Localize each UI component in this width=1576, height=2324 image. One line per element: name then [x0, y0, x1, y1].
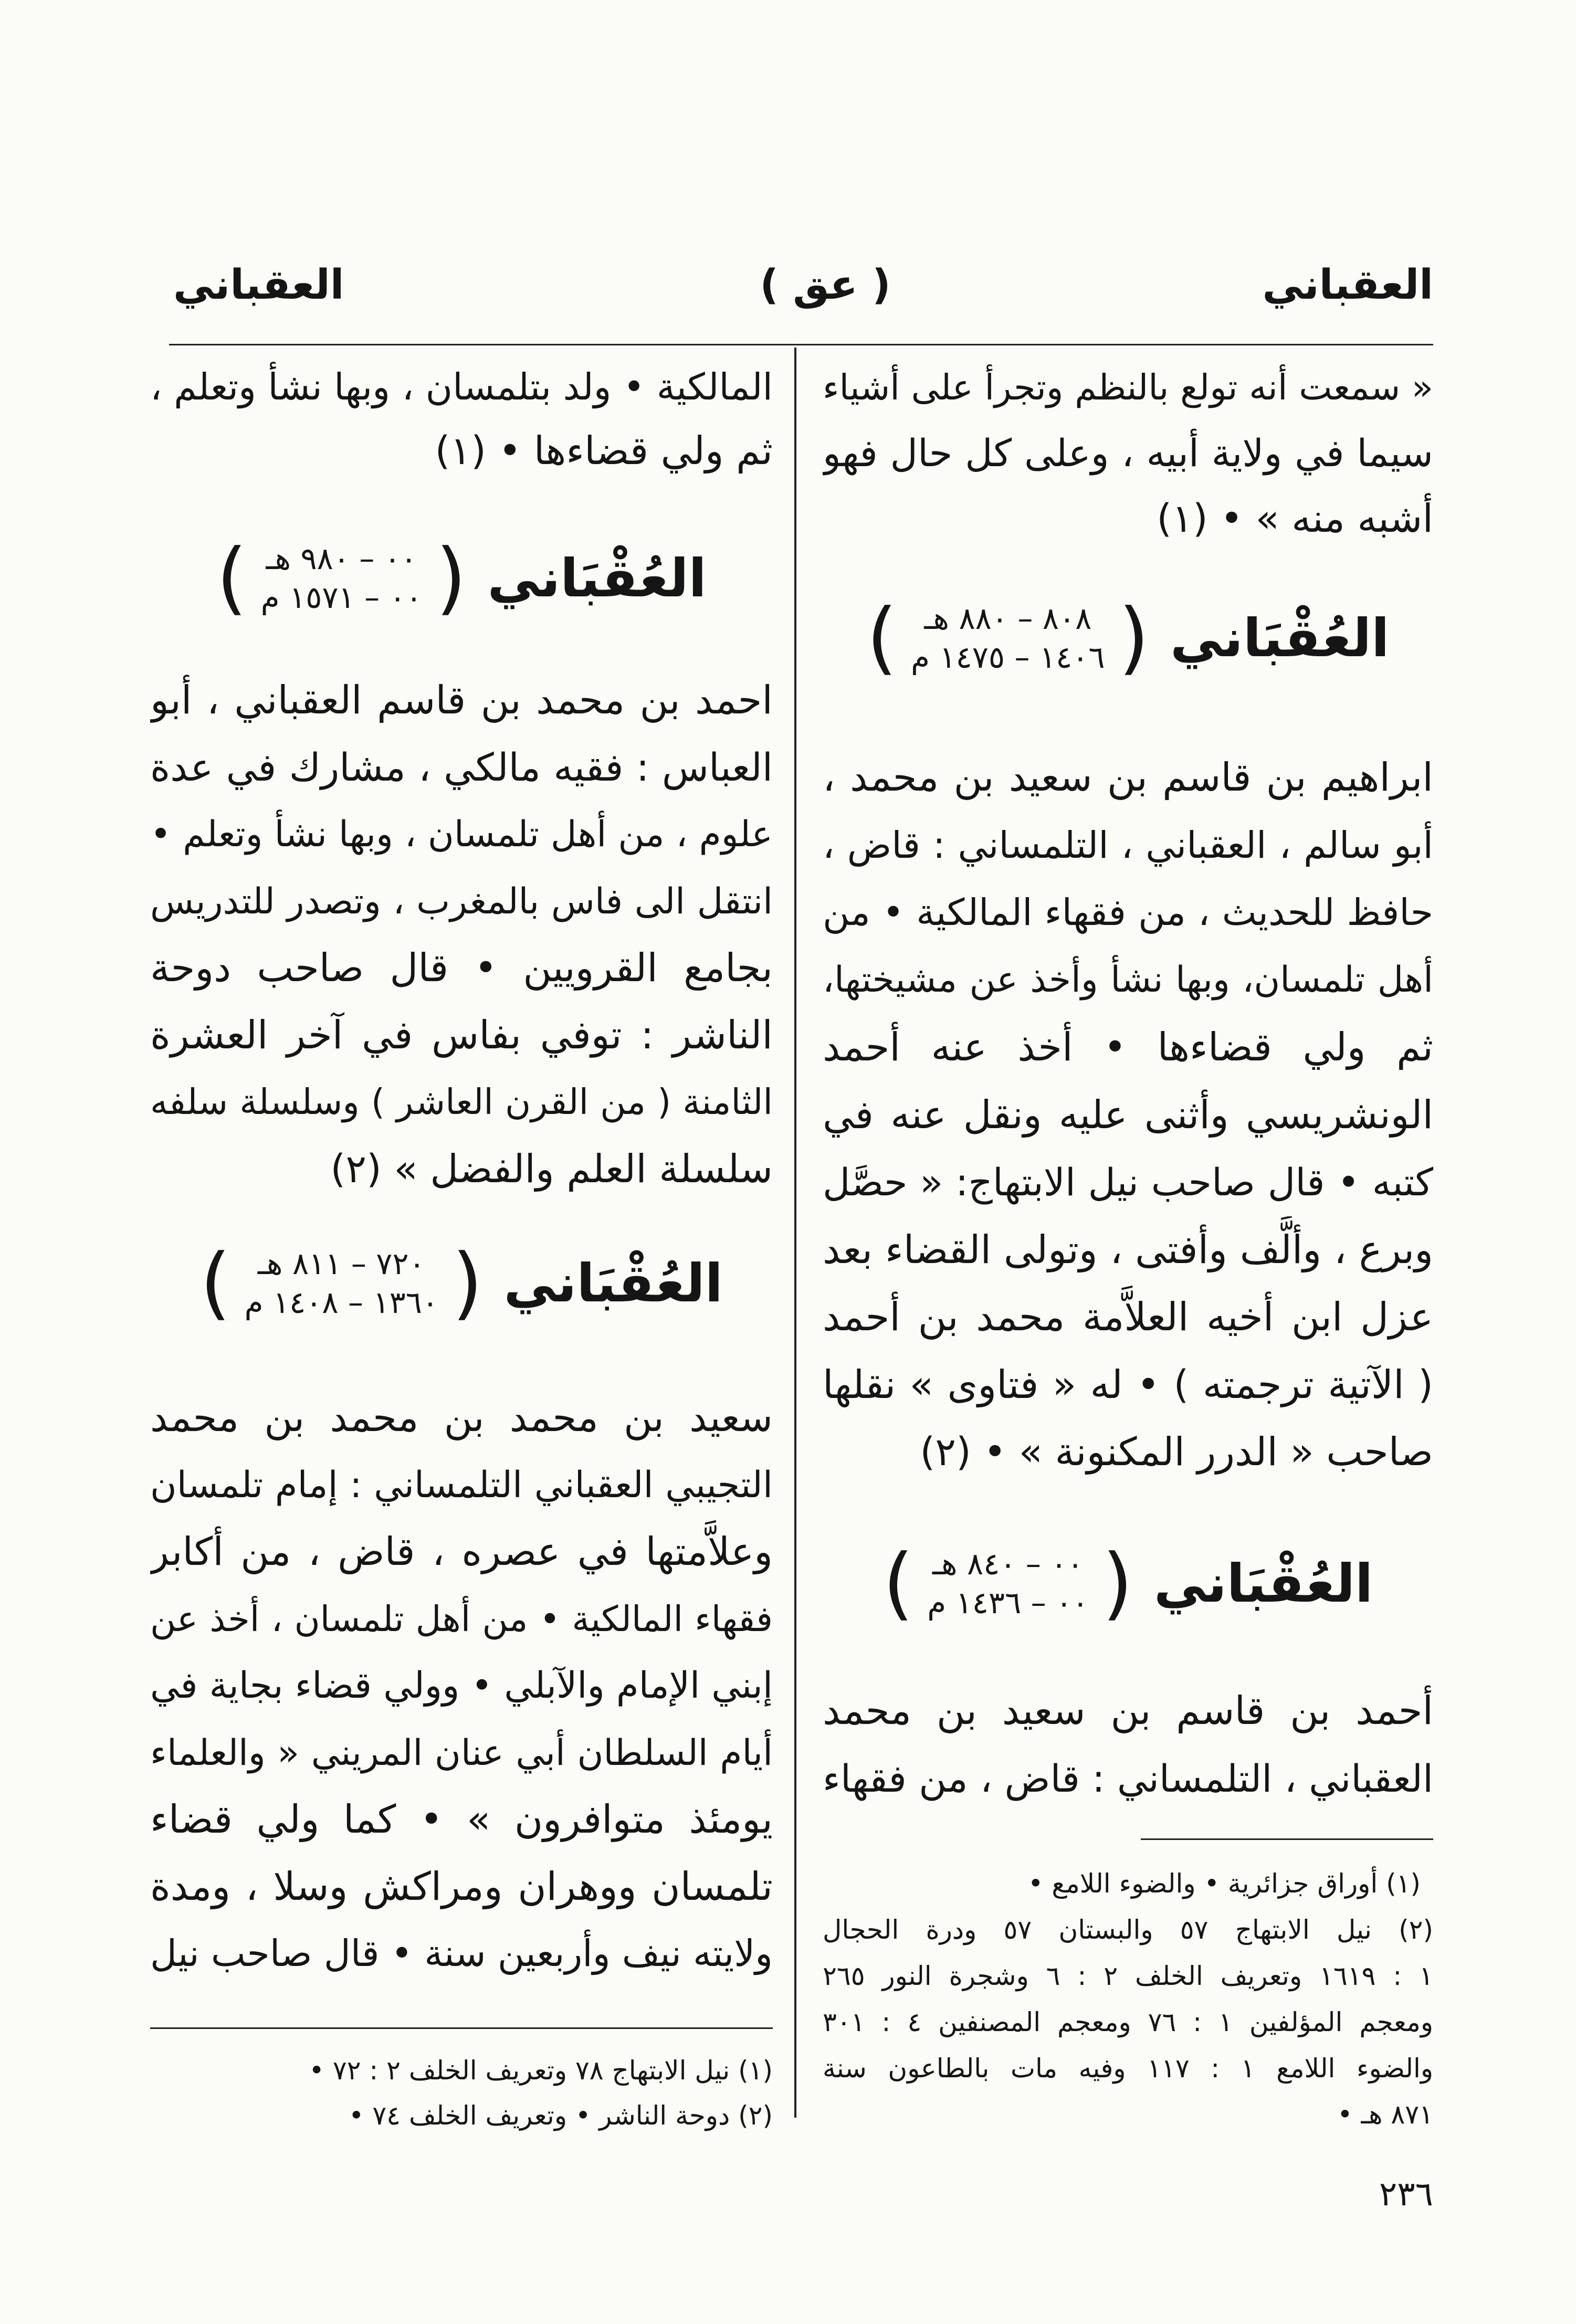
footnote-line: والضوء اللامع ١ : ١١٧ وفيه مات بالطاعون سنة: [823, 2053, 1433, 2084]
entry-body: [823, 744, 1433, 1486]
text-line: ثم ولي قضاءها • (١): [435, 428, 773, 474]
gregorian-dates: ١٤٠٦ – ١٤٧٥ م: [911, 639, 1105, 675]
entry-name: العُقْبَاني: [1170, 607, 1390, 669]
page-number: ٢٣٦: [1379, 2175, 1433, 2214]
text-line: عزل ابن أخيه العلاَّمة محمد بن أحمد: [823, 1295, 1433, 1340]
text-line: ثم ولي قضاءها • أخذ عنه أحمد: [823, 1025, 1433, 1070]
footnote-line: (٢) دوحة الناشر • وتعريف الخلف ٧٤ •: [348, 2100, 773, 2131]
running-head-center: ( عق ): [760, 261, 891, 309]
entry-body: [823, 1677, 1433, 1813]
text-line: ابراهيم بن قاسم بن سعيد بن محمد ،: [823, 755, 1433, 800]
entry-dates: [911, 599, 1105, 677]
text-line: إبني الإمام والآبلي • وولي قضاء بجاية في: [150, 1665, 773, 1707]
gregorian-dates: ٠٠ – ١٥٧١ م: [260, 580, 422, 615]
text-line: سعيد بن محمد بن محمد بن محمد: [150, 1395, 773, 1440]
bracket-close: ): [882, 1538, 914, 1629]
text-line: أهل تلمسان، وبها نشأ وأخذ عن مشيختها،: [823, 959, 1433, 1001]
hijri-dates: ٨٠٨ – ٨٨٠ هـ: [924, 601, 1092, 636]
entry-heading: [150, 1236, 773, 1330]
text-line: أشبه منه » • (١): [1157, 496, 1433, 541]
text-line: احمد بن محمد بن قاسم العقباني ، أبو: [150, 678, 773, 723]
entry-heading: [823, 591, 1433, 685]
text-line: أحمد بن قاسم بن سعيد بن محمد: [823, 1688, 1433, 1733]
hijri-dates: ٠٠ – ٩٨٠ هـ: [266, 541, 417, 576]
bracket-open: (: [1102, 1538, 1133, 1629]
text-line: انتقل الى فاس بالمغرب ، وتصدر للتدريس: [150, 880, 773, 922]
running-head-right: العقباني: [1262, 261, 1433, 309]
bracket-close: ): [216, 532, 247, 624]
header-rule: [169, 344, 1433, 345]
text-line: المالكية • ولد بتلمسان ، وبها نشأ وتعلم ،: [150, 365, 773, 408]
column-divider: [794, 348, 796, 2118]
text-line: ( الآتية ترجمته ) • له « فتاوى » نقلها: [823, 1362, 1433, 1407]
text-line: سيما في ولاية أبيه ، وعلى كل حال فهو: [823, 431, 1433, 475]
text-line: أيام السلطان أبي عنان المريني « والعلماء: [150, 1732, 773, 1774]
text-line: صاحب « الدرر المكنونة » • (٢): [920, 1429, 1433, 1475]
entry-dates: [927, 1544, 1088, 1622]
entry-name: العُقْبَاني: [1153, 1552, 1373, 1614]
text-line: وبرع ، وألَّف وأفتى ، وتولى القضاء بعد: [823, 1227, 1433, 1273]
text-line: يومئذ متوافرون » • كما ولي قضاء: [150, 1797, 773, 1842]
right-column-intro: [823, 355, 1433, 552]
text-line: « سمعت أنه تولع بالنظم وتجرأ على أشياء: [823, 367, 1433, 408]
text-line: سلسلة العلم والفضل » (٢): [330, 1146, 773, 1192]
hijri-dates: ٠٠ – ٨٤٠ هـ: [932, 1546, 1084, 1582]
text-line: الونشريسي وأثنى عليه ونقل عنه في: [823, 1092, 1433, 1138]
footnote-line: (١) نيل الابتهاج ٧٨ وتعريف الخلف ٢ : ٧٢ •: [309, 2055, 773, 2086]
bracket-open: (: [452, 1237, 483, 1329]
text-line: العباس : فقيه مالكي ، مشارك في عدة: [150, 745, 773, 790]
footnote-rule: [1141, 1838, 1433, 1840]
text-line: التجيبي العقباني التلمساني : إمام تلمسان: [150, 1464, 773, 1506]
entry-heading: [823, 1536, 1433, 1631]
entry-body: [150, 1385, 773, 1988]
text-line: أبو سالم ، العقباني ، التلمساني : قاض ،: [823, 823, 1433, 867]
footnote-line: (١) أوراق جزائرية • والضوء اللامع •: [1027, 1868, 1421, 1899]
running-head-left: العقباني: [173, 261, 344, 309]
text-line: علوم ، من أهل تلمسان ، وبها نشأ وتعلم •: [150, 814, 773, 855]
entry-dates: [245, 1244, 438, 1322]
bracket-close: ): [200, 1237, 231, 1329]
entry-heading: [150, 531, 773, 625]
gregorian-dates: ١٣٦٠ – ١٤٠٨ م: [244, 1285, 439, 1320]
entry-body: [150, 667, 773, 1203]
bracket-open: (: [1118, 592, 1150, 683]
text-line: العقباني ، التلمساني : قاض ، من فقهاء: [823, 1757, 1433, 1801]
entry-name: العُقْبَاني: [487, 547, 707, 609]
left-column-intro: [150, 355, 773, 483]
footnote-line: ١ : ١٦١٩ وتعريف الخلف ٢ : ٦ وشجرة النور ٢٦٥: [823, 1961, 1433, 1991]
text-line: الثامنة ( من القرن العاشر ) وسلسلة سلفه: [150, 1081, 773, 1122]
footnote-rule: [150, 2027, 773, 2029]
text-line: بجامع القرويين • قال صاحب دوحة: [150, 945, 773, 991]
footnote-line: ٨٧١ هـ •: [1337, 2099, 1433, 2130]
entry-dates: [261, 539, 422, 617]
text-line: تلمسان ووهران ومراكش وسلا ، ومدة: [150, 1864, 773, 1909]
footnotes: [150, 2048, 773, 2138]
text-line: فقهاء المالكية • من أهل تلمسان ، أخذ عن: [150, 1598, 773, 1639]
footnote-line: ومعجم المؤلفين ١ : ٧٦ ومعجم المصنفين ٤ : ٣٠١: [823, 2007, 1433, 2037]
text-line: ولايته نيف وأربعين سنة • قال صاحب نيل: [150, 1932, 773, 1975]
footnote-line: (٢) نيل الابتهاج ٥٧ والبستان ٥٧ ودرة الحجال: [823, 1915, 1433, 1945]
text-line: وعلاَّمتها في عصره ، قاض ، من أكابر: [150, 1529, 773, 1574]
bracket-close: ): [866, 592, 898, 683]
gregorian-dates: ٠٠ – ١٤٣٦ م: [927, 1585, 1089, 1621]
text-line: الناشر : توفي بفاس في آخر العشرة: [150, 1012, 773, 1058]
footnotes: [823, 1860, 1433, 2138]
text-line: كتبه • قال صاحب نيل الابتهاج: « حصَّل: [823, 1160, 1433, 1204]
text-line: حافظ للحديث ، من فقهاء المالكية • من: [823, 891, 1433, 934]
bracket-open: (: [435, 532, 467, 624]
entry-name: العُقْبَاني: [503, 1252, 723, 1314]
hijri-dates: ٧٢٠ – ٨١١ هـ: [257, 1246, 425, 1281]
